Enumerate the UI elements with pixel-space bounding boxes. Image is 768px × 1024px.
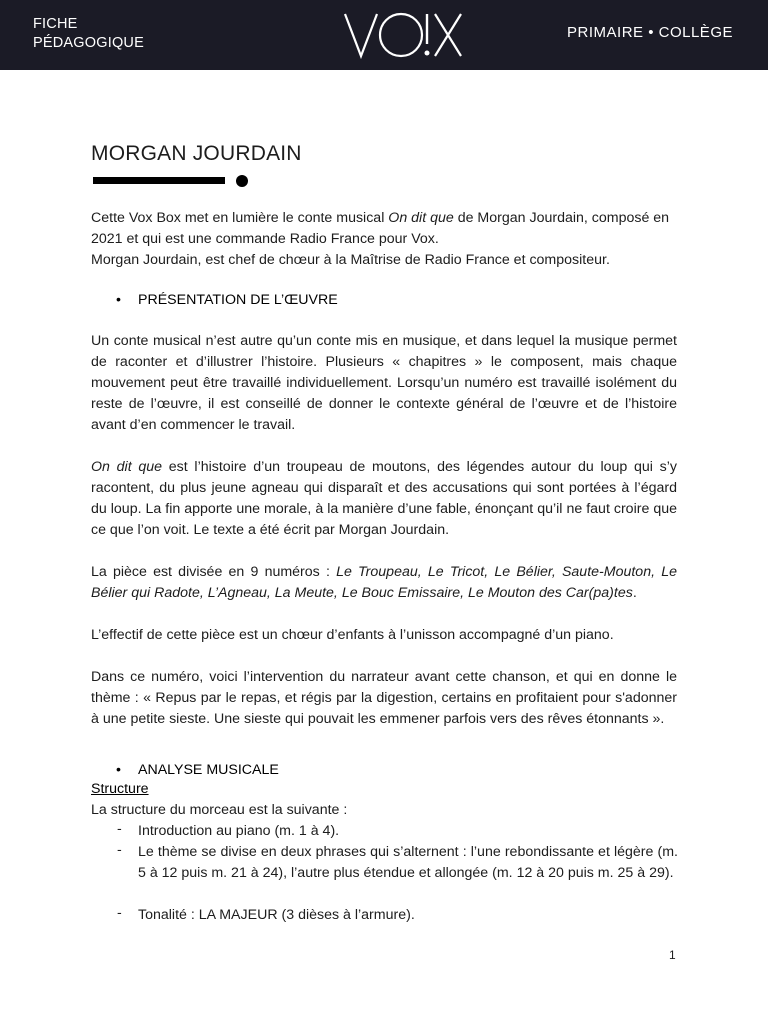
- section-heading-presentation: PRÉSENTATION DE L’ŒUVRE: [138, 292, 338, 308]
- title-dot: [236, 175, 248, 187]
- intro-text-c: Morgan Jourdain, est chef de chœur à la Maîtrise de Radio France et compositeur.: [91, 252, 610, 268]
- header-bar: [0, 0, 768, 70]
- para3-text: La pièce est divisée en 9 numéros :: [91, 564, 337, 580]
- fiche-line-2: PÉDAGOGIQUE: [33, 35, 144, 51]
- presentation-paragraph-3: [91, 562, 677, 604]
- presentation-paragraph-1: Un conte musical n’est autre qu’un conte mis en musique, et dans lequel la musique permet de raconter et d’illustrer l’histoire. Plusieurs « chapitres » le composent, mais chaque mouvement peut être travaillé individuellement. Lorsqu’un numéro est travaillé isolément du reste de l’œuvre, il est conseillé de donner le contexte général de l’œuvre et de l’histoire avant d’en commencer le travail.: [91, 333, 677, 433]
- list-item: Introduction au piano (m. 1 à 4).: [138, 823, 340, 839]
- movement-list: Le Troupeau, Le Tricot, Le Bélier, Saute-Mouton, Le Bélier qui Radote, L’Agneau, La Meute, Le Bouc Emissaire, Le Mouton des Car(pa)tes: [91, 564, 677, 601]
- intro-text-a: Cette Vox Box met en lumière le conte musical: [91, 210, 389, 226]
- subheading-structure: Structure: [91, 781, 149, 797]
- page-number: 1: [669, 948, 676, 962]
- title-underline: [93, 177, 225, 184]
- list-item: Tonalité : LA MAJEUR (3 dièses à l’armure).: [138, 907, 415, 923]
- para2-text: est l’histoire d’un troupeau de moutons, des légendes autour du loup qui s’y racontent, du plus jeune agneau qui disparaît et des accusations qui sont portées à l’égard du loup. La fin apporte une morale, à la manière d’une fable, énonçant qu’il ne faut croire que ce que l’on voit. Le texte a été écrit par Morgan Jourdain.: [91, 459, 678, 538]
- para3-end: .: [632, 585, 637, 601]
- page-title: MORGAN JOURDAIN: [91, 142, 302, 165]
- intro-work-title: On dit que: [388, 210, 454, 226]
- bullet-icon: •: [116, 292, 121, 308]
- vox-logo-icon: [343, 10, 463, 60]
- list-dash: -: [117, 905, 122, 921]
- presentation-paragraph-5: Dans ce numéro, voici l’intervention du narrateur avant cette chanson, et qui en donne le thème : « Repus par le repas, et régis par la digestion, certains en profitaient pour s'adonner à une petite sieste. Une sieste qui pouvait les emmener parfois vers des rêves étonnants ».: [91, 669, 677, 727]
- structure-lead: La structure du morceau est la suivante :: [91, 802, 348, 818]
- intro-paragraph: [91, 208, 677, 271]
- document-type-label: [33, 15, 144, 53]
- fiche-line-1: FICHE: [33, 16, 78, 32]
- work-title-italic: On dit que: [91, 459, 163, 475]
- intro-text-b: de Morgan Jourdain, composé en 2021 et qui est une commande Radio France pour Vox.: [91, 210, 670, 247]
- vox-logo: [343, 10, 463, 60]
- presentation-paragraph-2: [91, 457, 677, 541]
- list-dash: -: [117, 842, 122, 858]
- section-heading-analyse: ANALYSE MUSICALE: [138, 762, 279, 778]
- list-item: Le thème se divise en deux phrases qui s’alternent : l’une rebondissante et légère (m. 5 à 12 puis m. 21 à 24), l’autre plus étendue et allongée (m. 12 à 20 puis m. 25 à 29).: [138, 844, 678, 881]
- audience-level: PRIMAIRE • COLLÈGE: [567, 24, 733, 41]
- presentation-paragraph-4: L’effectif de cette pièce est un chœur d’enfants à l’unisson accompagné d’un piano.: [91, 627, 614, 643]
- bullet-icon: •: [116, 762, 121, 778]
- list-dash: -: [117, 821, 122, 837]
